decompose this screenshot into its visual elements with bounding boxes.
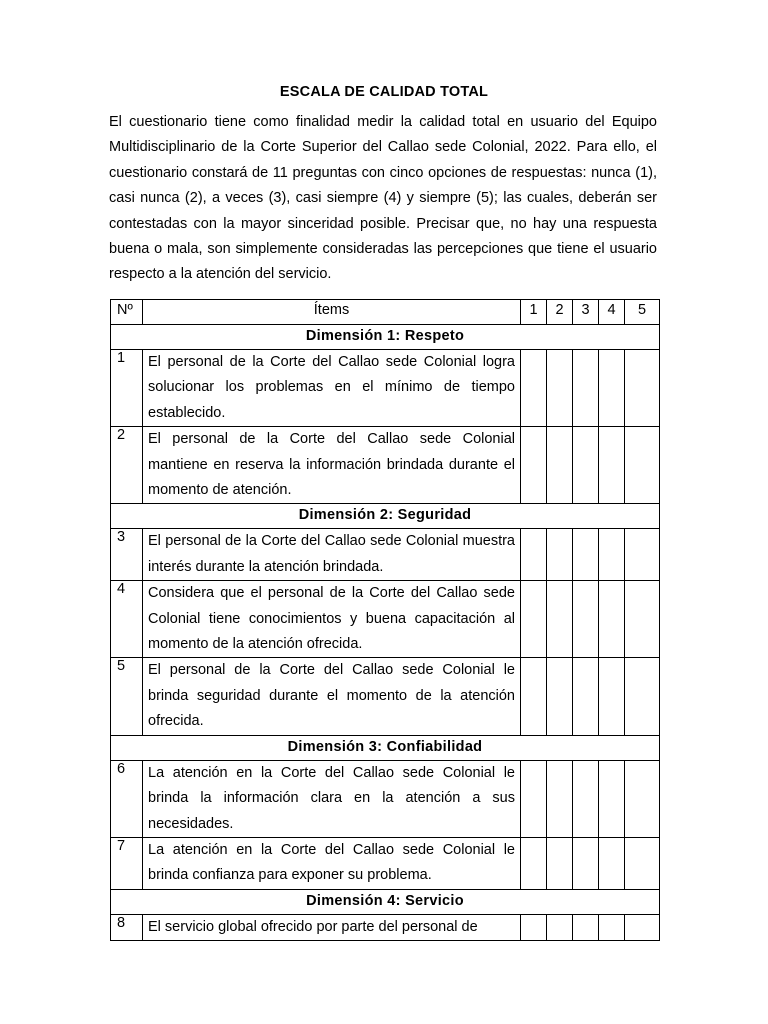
answer-cell-1[interactable] xyxy=(521,350,547,427)
header-option-5: 5 xyxy=(625,300,660,325)
questionnaire-table xyxy=(110,299,660,941)
header-option-2: 2 xyxy=(547,300,573,325)
answer-cell-4[interactable] xyxy=(599,837,625,889)
answer-cell-2[interactable] xyxy=(547,581,573,658)
answer-cell-5[interactable] xyxy=(625,760,660,837)
answer-cell-4[interactable] xyxy=(599,914,625,940)
answer-cell-5[interactable] xyxy=(625,581,660,658)
item-number: 3 xyxy=(111,529,143,581)
item-text: El personal de la Corte del Callao sede Colonial mantiene en reserva la información brindada durante el momento de atención. xyxy=(143,427,521,504)
answer-cell-3[interactable] xyxy=(573,529,599,581)
answer-cell-4[interactable] xyxy=(599,581,625,658)
dimension-row xyxy=(111,504,660,529)
table-row xyxy=(111,658,660,735)
answer-cell-4[interactable] xyxy=(599,529,625,581)
item-number: 2 xyxy=(111,427,143,504)
answer-cell-2[interactable] xyxy=(547,760,573,837)
item-number: 6 xyxy=(111,760,143,837)
answer-cell-5[interactable] xyxy=(625,350,660,427)
dimension-title: Dimensión 1: Respeto xyxy=(111,325,660,350)
answer-cell-3[interactable] xyxy=(573,658,599,735)
dimension-title: Dimensión 2: Seguridad xyxy=(111,504,660,529)
header-option-1: 1 xyxy=(521,300,547,325)
table-row xyxy=(111,350,660,427)
answer-cell-3[interactable] xyxy=(573,837,599,889)
item-text: Considera que el personal de la Corte del Callao sede Colonial tiene conocimientos y buena capacitación al momento de la atención ofrecida. xyxy=(143,581,521,658)
item-text: La atención en la Corte del Callao sede Colonial le brinda confianza para exponer su problema. xyxy=(143,837,521,889)
answer-cell-3[interactable] xyxy=(573,350,599,427)
answer-cell-1[interactable] xyxy=(521,658,547,735)
header-items: Ítems xyxy=(143,300,521,325)
table-row xyxy=(111,837,660,889)
answer-cell-1[interactable] xyxy=(521,581,547,658)
answer-cell-4[interactable] xyxy=(599,427,625,504)
answer-cell-5[interactable] xyxy=(625,914,660,940)
item-text: El servicio global ofrecido por parte del personal de xyxy=(143,914,521,940)
answer-cell-5[interactable] xyxy=(625,837,660,889)
answer-cell-2[interactable] xyxy=(547,529,573,581)
answer-cell-2[interactable] xyxy=(547,658,573,735)
item-text: La atención en la Corte del Callao sede Colonial le brinda la información clara en la atención a sus necesidades. xyxy=(143,760,521,837)
item-text: El personal de la Corte del Callao sede Colonial logra solucionar los problemas en el mínimo de tiempo establecido. xyxy=(143,350,521,427)
table-row xyxy=(111,427,660,504)
item-number: 8 xyxy=(111,914,143,940)
answer-cell-1[interactable] xyxy=(521,529,547,581)
header-option-4: 4 xyxy=(599,300,625,325)
answer-cell-1[interactable] xyxy=(521,760,547,837)
item-text: El personal de la Corte del Callao sede Colonial muestra interés durante la atención brindada. xyxy=(143,529,521,581)
item-number: 4 xyxy=(111,581,143,658)
answer-cell-1[interactable] xyxy=(521,837,547,889)
answer-cell-5[interactable] xyxy=(625,427,660,504)
item-text: El personal de la Corte del Callao sede Colonial le brinda seguridad durante el momento de la atención ofrecida. xyxy=(143,658,521,735)
table-header-row xyxy=(111,300,660,325)
answer-cell-2[interactable] xyxy=(547,914,573,940)
answer-cell-4[interactable] xyxy=(599,760,625,837)
answer-cell-3[interactable] xyxy=(573,914,599,940)
answer-cell-3[interactable] xyxy=(573,760,599,837)
table-row xyxy=(111,581,660,658)
answer-cell-1[interactable] xyxy=(521,427,547,504)
dimension-row xyxy=(111,325,660,350)
header-option-3: 3 xyxy=(573,300,599,325)
item-number: 1 xyxy=(111,350,143,427)
answer-cell-2[interactable] xyxy=(547,427,573,504)
answer-cell-2[interactable] xyxy=(547,350,573,427)
dimension-row xyxy=(111,735,660,760)
answer-cell-4[interactable] xyxy=(599,658,625,735)
dimension-row xyxy=(111,889,660,914)
table-row xyxy=(111,529,660,581)
answer-cell-5[interactable] xyxy=(625,658,660,735)
table-row xyxy=(111,760,660,837)
dimension-title: Dimensión 3: Confiabilidad xyxy=(111,735,660,760)
answer-cell-4[interactable] xyxy=(599,350,625,427)
document-title: ESCALA DE CALIDAD TOTAL xyxy=(279,84,489,100)
table-row xyxy=(111,914,660,940)
answer-cell-3[interactable] xyxy=(573,427,599,504)
header-number: Nº xyxy=(111,300,143,325)
answer-cell-2[interactable] xyxy=(547,837,573,889)
intro-paragraph: El cuestionario tiene como finalidad medir la calidad total en usuario del Equipo Multidisciplinario de la Corte Superior del Callao sede Colonial, 2022. Para ello, el cuestionario constará de 11 preguntas con cinco opciones de respuestas: nunca (1), casi nunca (2), a veces (3), casi siempre (4) y siempre (5); las cuales, deberán ser contestadas con la mayor sinceridad posible. Precisar que, no hay una respuesta buena o mala, son simplemente consideradas las percepciones que tiene el usuario respecto a la atención del servicio. xyxy=(109,114,657,283)
answer-cell-3[interactable] xyxy=(573,581,599,658)
item-number: 5 xyxy=(111,658,143,735)
answer-cell-5[interactable] xyxy=(625,529,660,581)
item-number: 7 xyxy=(111,837,143,889)
answer-cell-1[interactable] xyxy=(521,914,547,940)
dimension-title: Dimensión 4: Servicio xyxy=(111,889,660,914)
